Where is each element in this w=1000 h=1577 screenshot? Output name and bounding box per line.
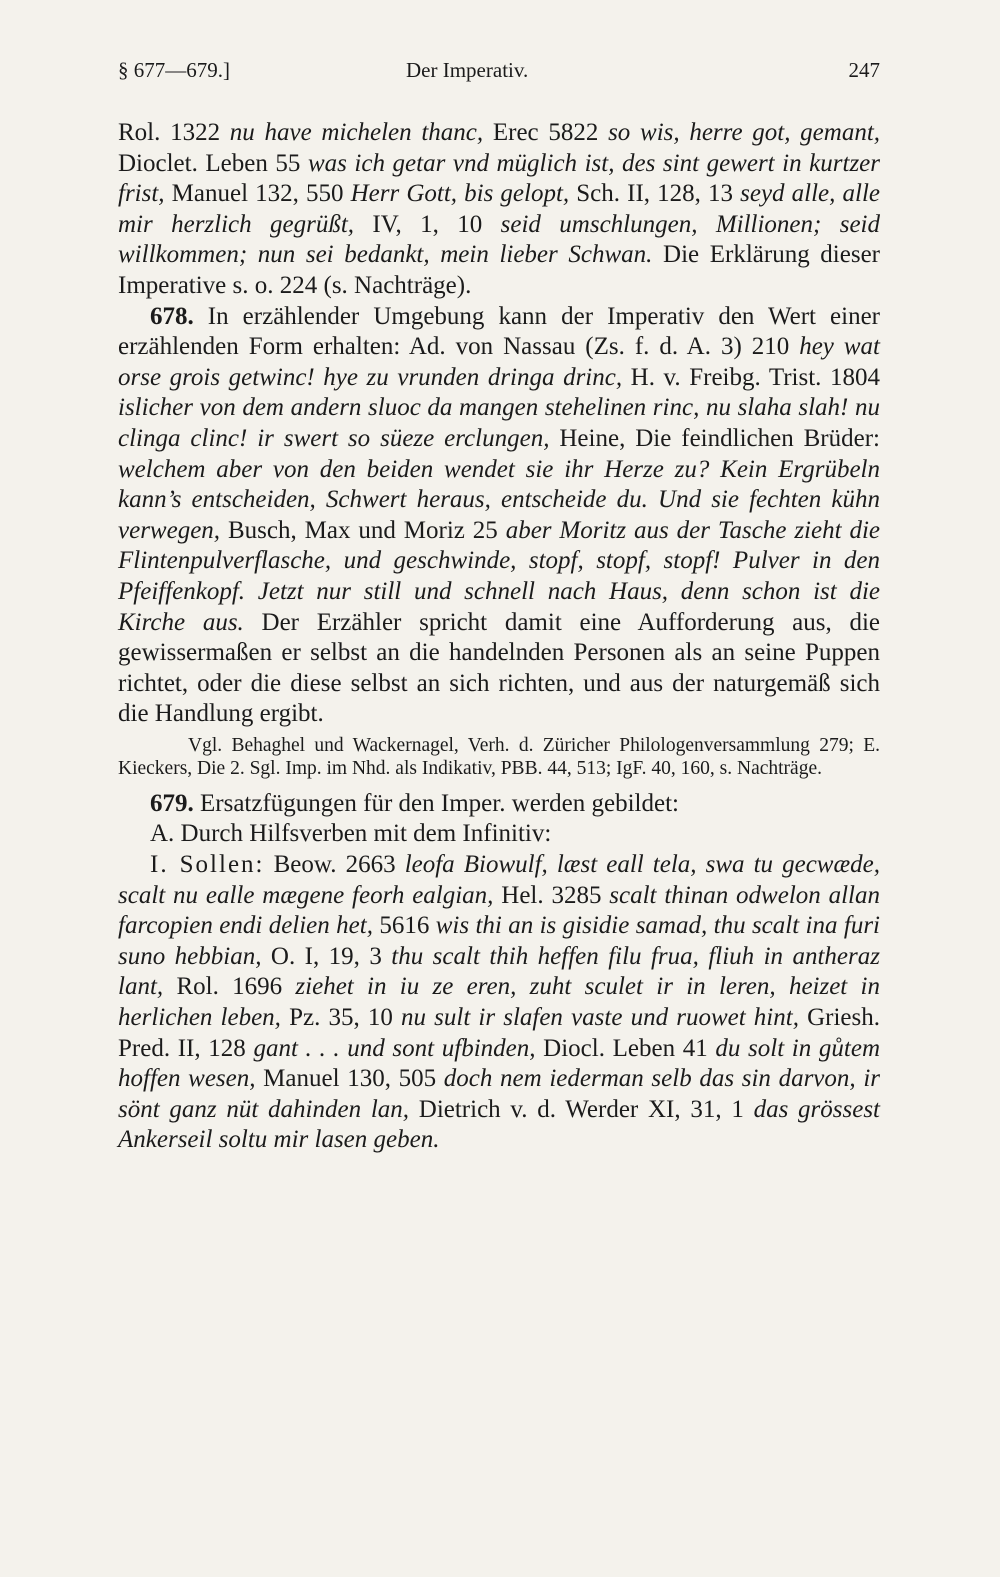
text: O. I, 19, 3 [261,942,392,970]
page-number: 247 [848,58,880,82]
citation-quote: wis thi an is gisidie samad, thu scalt ina furi suno hebbian, [118,912,880,970]
text: Manuel 132, 550 [164,180,351,208]
citation-quote: seid umschlungen, Millionen; seid willkommen; nun sei bedankt, mein lieber Schwan. [118,210,880,269]
citation-quote: welchem aber von den beiden wendet sie ihr Herze zu? Kein Ergrübeln kann’s entscheiden, Schwert heraus, entscheide du. Und sie fechten kühn verwegen, [118,455,880,544]
text: Erec 5822 [483,119,609,146]
citation-quote: du solt in gůtem hoffen wesen, [118,1034,881,1093]
citation-quote: hey wat orse grois getwinc! hye zu vrunden dringa drinc, [118,333,880,391]
citation-quote: nu have michelen thanc, [229,119,484,146]
citation-quote: doch nem iederman selb das sin darvon, ir sönt ganz nüt dahinden lan, [118,1065,880,1123]
text: Heine, Die feindlichen Brüder: [549,424,880,452]
text: Ersatzfügungen für den Imper. werden gebildet: [193,789,679,817]
text: Manuel 130, 505 [255,1065,444,1093]
citation-quote: leofa Biowulf, læst eall tela, swa tu gecwæde, scalt nu ealle mægene feorh ealgian, [118,851,881,909]
citation-quote: gant . . . und sont ufbinden, [253,1034,536,1062]
text: IV, 1, 10 [354,210,501,238]
header-section-range: § 677—679.] [118,58,230,82]
paragraph-sollen [118,850,880,1156]
text: Der Erzähler spricht damit eine Aufforderung aus, die gewissermaßen er selbst an die handelnden Personen als an seine Puppen richtet, oder die diese selbst an sich richten, und aus der naturgemäß sich die Handlung ergibt. [118,608,881,728]
citation-quote: Herr Gott, bis gelopt, [350,180,570,208]
paragraph-678 [118,302,880,730]
citation-quote: seyd alle, alle mir herzlich gegrüßt, [118,180,880,238]
citation-quote: das grössest Ankerseil soltu mir lasen geben. [118,1095,881,1154]
text: Griesh. Pred. II, 128 [118,1004,880,1062]
text: 5616 [372,912,436,940]
text: Busch, Max und Moriz 25 [220,516,506,544]
text: Rol. 1696 [163,973,296,1001]
citation-quote: so wis, herre got, gemant, [608,119,881,146]
bibliographic-note: Vgl. Behaghel und Wackernagel, Verh. d. Züricher Philologenversammlung 279; E. Kieckers, Die 2. Sgl. Imp. im Nhd. als Indikativ, PBB. 44, 513; IgF. 40, 160, s. Nachträge. [118,734,880,780]
citation-quote: nu sult ir slafen vaste und ruowet hint, [401,1004,799,1032]
subheading-a: A. Durch Hilfsverben mit dem Infinitiv: [150,820,552,848]
subsection-label: I. Sollen: [150,851,265,879]
text: Rol. 1322 [118,119,230,146]
text: Pz. 35, 10 [280,1004,401,1032]
citation-quote: was ich getar vnd müglich ist, des sint gewert in kurtzer frist, [118,149,880,208]
citation-quote: scalt thinan odwelon allan farcopien endi delien het, [118,881,880,940]
citation-quote: aber Moritz aus der Tasche zieht die Flintenpulverflasche, und geschwinde, stopf, stopf, stopf! Pulver in den Pfeiffenkopf. Jetzt nur still und schnell nach Haus, denn schon ist die Kirche aus. [118,516,880,636]
text: Dietrich v. d. Werder XI, 31, 1 [409,1095,754,1123]
text: Dioclet. Leben 55 [118,149,308,177]
text: In erzählender Umgebung kann der Imperativ den Wert einer erzählenden Form erhalten: Ad. von Nassau (Zs. f. d. A. 3) 210 [118,302,880,361]
paragraph-677-continued [118,118,880,302]
section-number: 679. [150,789,194,817]
text: Die Erklärung dieser Imperative s. o. 224 (s. Nachträge). [118,241,880,299]
page-body [118,118,880,1156]
text: Beow. 2663 [264,851,405,879]
header-title: Der Imperativ. [406,58,529,82]
text: Sch. II, 128, 13 [569,180,741,208]
text: Diocl. Leben 41 [535,1034,716,1062]
text: H. v. Freibg. Trist. 1804 [622,363,880,391]
section-number: 678. [150,302,194,330]
citation-quote: thu scalt thih heffen filu frua, fliuh in antheraz lant, [118,942,880,1001]
running-header [118,58,880,92]
citation-quote: islicher von dem andern sluoc da mangen stehelinen rinc, nu slaha slah! nu clinga clinc! ir swert so süeze erclungen, [118,394,880,452]
paragraph-679 [118,789,880,820]
text: Hel. 3285 [493,881,610,909]
citation-quote: ziehet in iu ze eren, zuht sculet ir in leren, heizet in herlichen leben, [118,973,880,1032]
